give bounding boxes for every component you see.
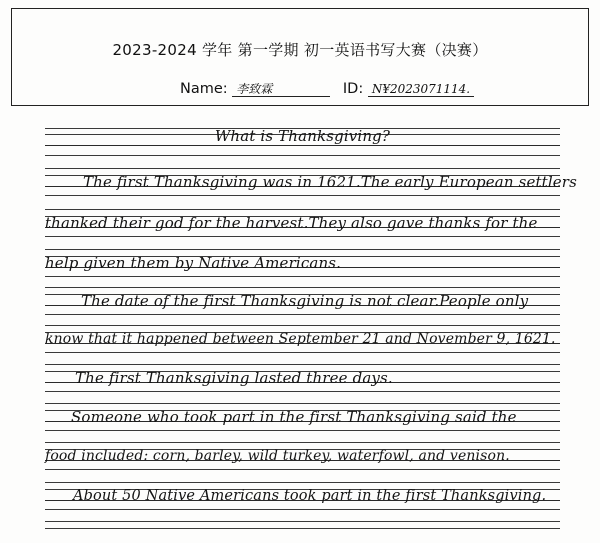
essay-line: The first Thanksgiving lasted three days. bbox=[75, 369, 393, 387]
ruled-row bbox=[45, 521, 560, 538]
essay-line: The first Thanksgiving was in 1621.The early European settlers bbox=[83, 173, 577, 191]
essay-line: know that it happened between September 21 and November 9, 1621. bbox=[45, 331, 556, 347]
name-field: 李致霖 bbox=[232, 82, 330, 97]
ruled-row bbox=[45, 442, 560, 486]
essay-line: help given them by Native Americans. bbox=[45, 254, 342, 272]
id-label: ID: bbox=[342, 81, 364, 97]
essay-line: The date of the first Thanksgiving is not clear.People only bbox=[81, 292, 529, 310]
essay-line: About 50 Native Americans took part in the first Thanksgiving. bbox=[73, 488, 547, 504]
contest-title: 2023-2024 学年 第一学期 初一英语书写大赛（决赛） bbox=[112, 41, 488, 59]
ruled-row bbox=[45, 482, 560, 526]
ruled-row bbox=[45, 325, 560, 369]
ruled-row bbox=[45, 168, 577, 212]
essay-title: What is Thanksgiving? bbox=[214, 127, 391, 145]
essay-line: food included: corn, barley, wild turkey, waterfowl, and venison. bbox=[45, 448, 510, 464]
name-label: Name: bbox=[180, 81, 228, 97]
ruled-row bbox=[45, 403, 560, 447]
handwriting-area bbox=[45, 127, 577, 538]
id-field: N¥2023071114. bbox=[368, 82, 474, 97]
ruled-row bbox=[45, 128, 560, 172]
ruled-row bbox=[45, 364, 560, 408]
student-info-row bbox=[180, 81, 474, 103]
header-box bbox=[11, 8, 589, 106]
essay-line: thanked their god for the harvest.They also gave thanks for the bbox=[45, 214, 538, 232]
essay-line: Someone who took part in the first Thanksgiving said the bbox=[71, 408, 517, 426]
ruled-row bbox=[45, 209, 560, 253]
